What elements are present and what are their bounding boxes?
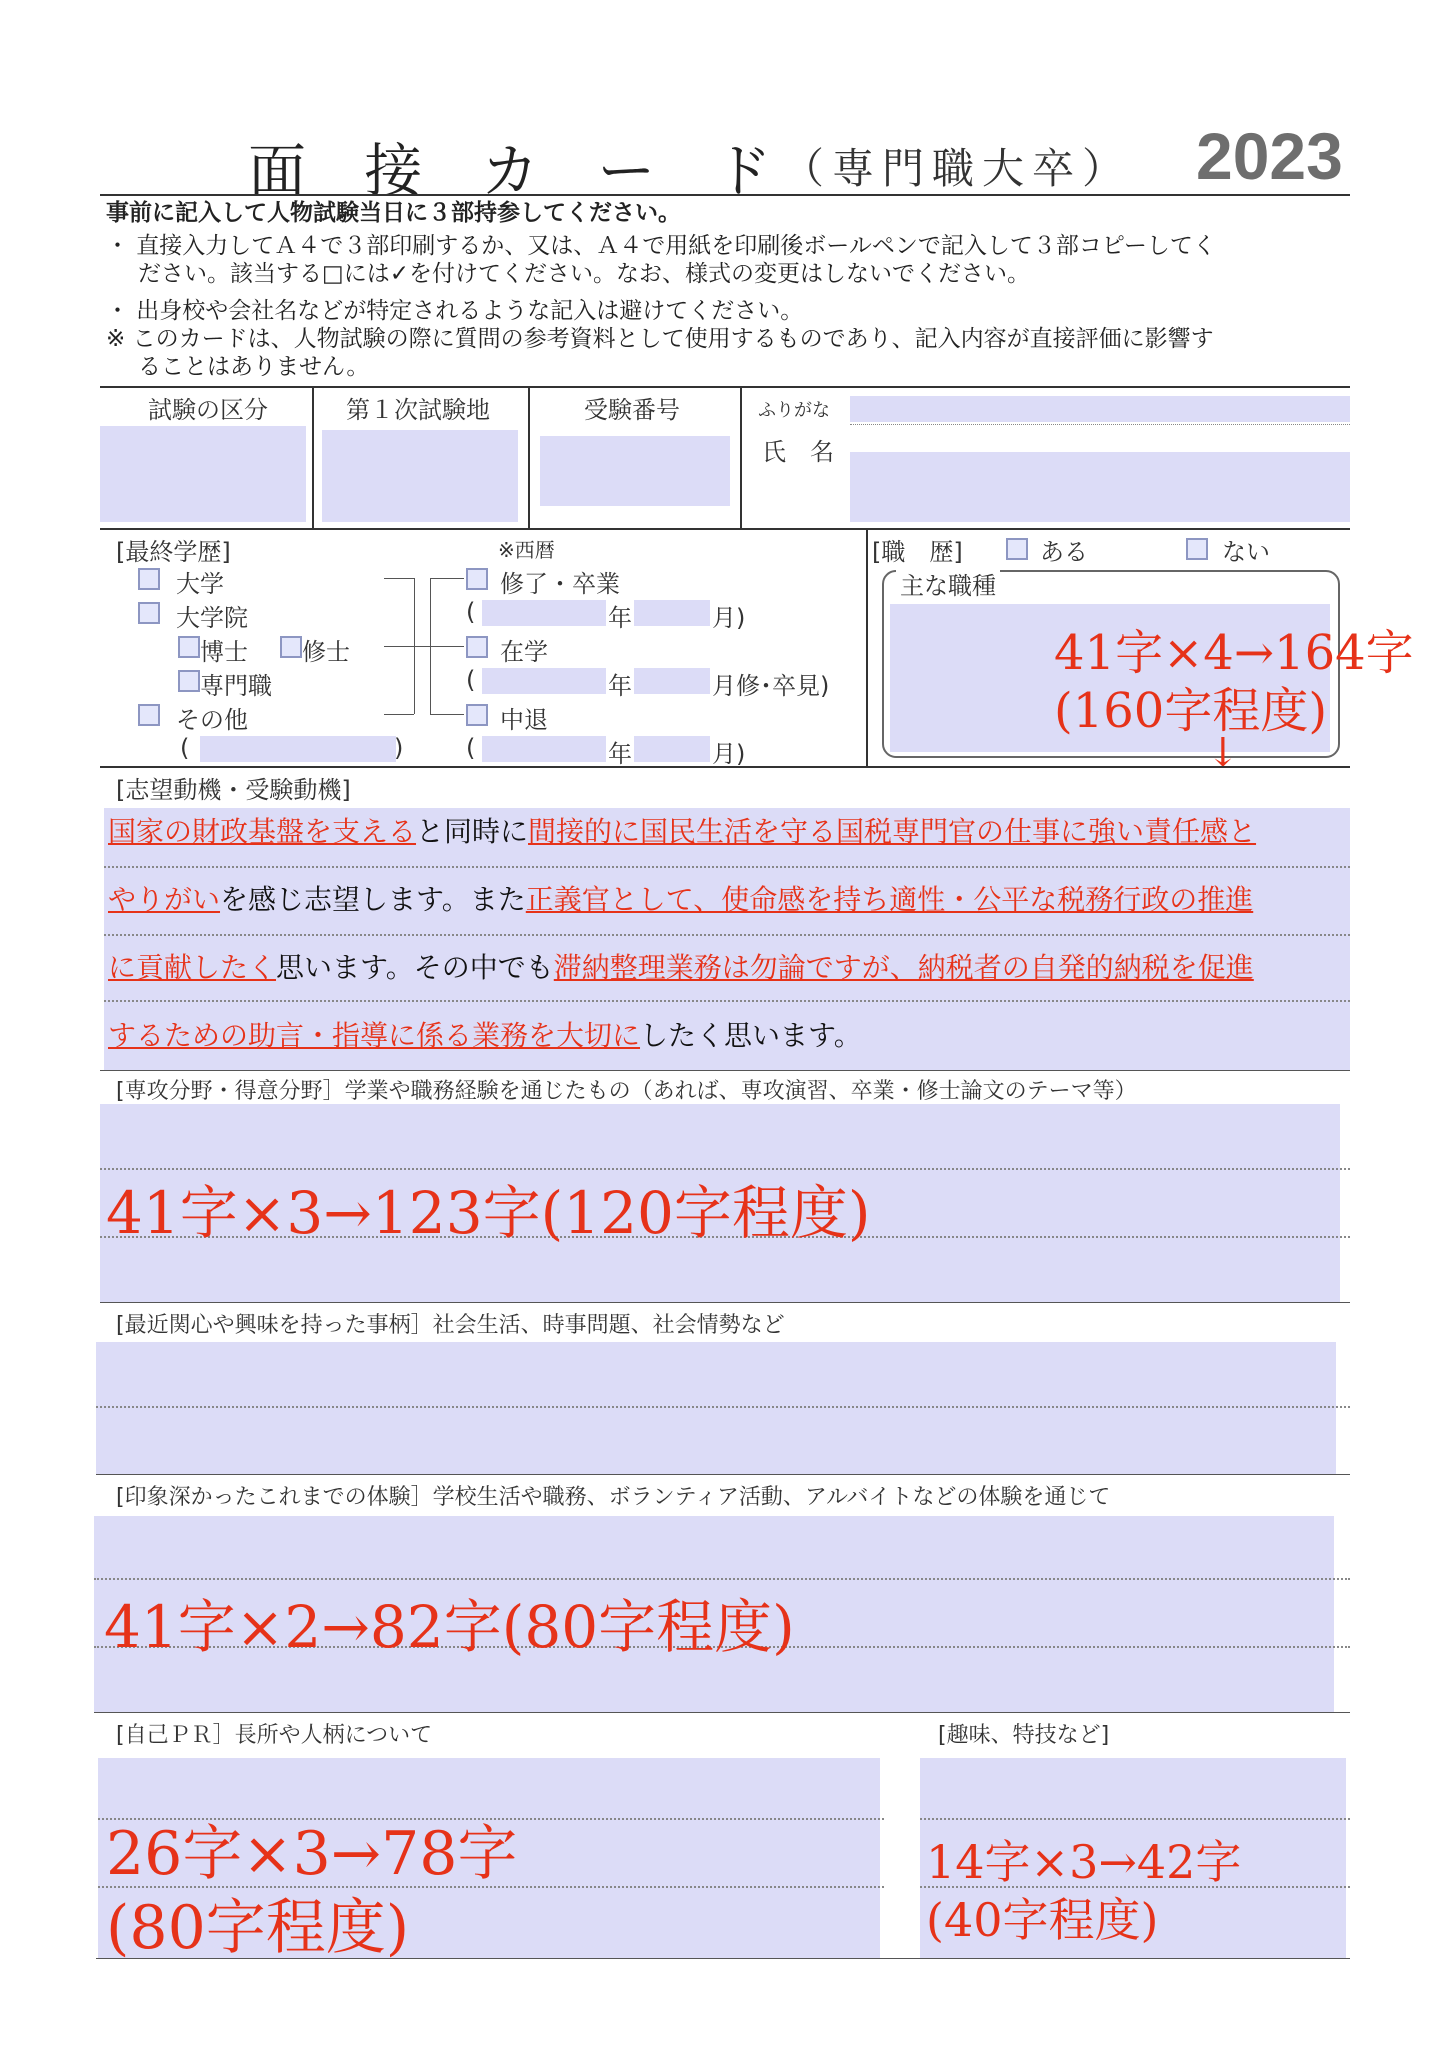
instruction-line-1: 事前に記入して人物試験当日に３部持参してください。	[106, 200, 681, 226]
exam-category-input[interactable]	[100, 426, 306, 522]
work-no-checkbox[interactable]	[1186, 538, 1208, 560]
dropped-year-unit: 年	[608, 740, 632, 768]
other-detail-input[interactable]	[200, 736, 396, 762]
enrolled-checkbox[interactable]	[466, 636, 488, 658]
main-job-label: 主な職種	[896, 566, 1000, 601]
enrolled-year-unit: 年	[608, 672, 632, 700]
top-table-divider	[528, 386, 530, 528]
motivation-heading: [志望動機・受験動機]	[116, 776, 351, 804]
form-title: 面 接 カ ー ド	[248, 137, 792, 205]
dropped-label: 中退	[500, 706, 548, 734]
motivation-text-line-4: するための助言・指導に係る業務を大切にしたく思います。	[108, 1019, 862, 1052]
master-label: 修士	[302, 638, 350, 666]
dropped-month-input[interactable]	[634, 736, 710, 762]
top-table-divider	[740, 386, 742, 528]
education-heading: [最終学歴]	[116, 538, 231, 566]
hobbies-heading: [趣味、特技など]	[938, 1723, 1110, 1748]
bracket-connector	[384, 578, 414, 579]
doctor-checkbox[interactable]	[178, 636, 200, 658]
top-table-divider	[312, 386, 314, 528]
self-pr-annotation-2: (80字程度)	[106, 1893, 410, 1963]
university-label: 大学	[176, 570, 224, 598]
doctor-label: 博士	[200, 638, 248, 666]
dropped-paren: (	[466, 734, 476, 762]
education-work-divider	[866, 528, 868, 766]
dropped-month-unit: 月)	[712, 740, 746, 768]
other-paren-open: (	[180, 734, 190, 762]
major-annotation: 41字×3→123字(120字程度)	[106, 1179, 871, 1247]
exam-category-label: 試験の区分	[148, 396, 268, 424]
interest-rule	[96, 1406, 1350, 1408]
motivation-rule	[104, 1000, 1350, 1002]
furigana-underline	[850, 424, 1350, 425]
motivation-text-line-1: 国家の財政基盤を支えると同時に間接的に国民生活を守る国税専門官の仕事に強い責任感と	[108, 815, 1257, 848]
bracket-connector	[430, 714, 464, 715]
enrolled-paren: (	[466, 666, 476, 694]
instruction-line-4b: ることはありません。	[138, 354, 370, 380]
bracket-connector	[430, 578, 431, 714]
form-subtitle: （専門職大卒）	[782, 144, 1133, 193]
form-bottom-rule	[96, 1958, 1350, 1959]
work-yes-checkbox[interactable]	[1006, 538, 1028, 560]
top-table-top-rule	[100, 386, 1350, 388]
interest-bottom-rule	[96, 1474, 1350, 1475]
enrolled-month-input[interactable]	[634, 668, 710, 694]
graduate-school-checkbox[interactable]	[138, 602, 160, 624]
experience-bottom-rule	[94, 1712, 1350, 1713]
experience-heading: [印象深かったこれまでの体験］学校生活や職務、ボランティア活動、アルバイトなどの体験を通じて	[116, 1485, 1111, 1510]
graduate-school-label: 大学院	[176, 604, 248, 632]
hobbies-annotation-2: (40字程度)	[926, 1893, 1159, 1947]
name-label: 氏 名	[762, 438, 834, 466]
motivation-rule	[104, 934, 1350, 936]
motivation-rule	[104, 866, 1350, 868]
first-exam-site-input[interactable]	[322, 430, 518, 522]
professional-checkbox[interactable]	[178, 670, 200, 692]
name-input[interactable]	[850, 452, 1350, 522]
bracket-connector	[430, 578, 464, 579]
instruction-line-3: ・ 出身校や会社名などが特定されるような記入は避けてください。	[106, 298, 804, 324]
completed-month-unit: 月)	[712, 604, 746, 632]
header-rule	[100, 194, 1350, 196]
top-table-bottom-rule	[100, 528, 1350, 530]
enrolled-month-unit: 月修･卒見)	[712, 672, 830, 700]
enrolled-year-input[interactable]	[482, 668, 606, 694]
bracket-connector	[384, 714, 414, 715]
self-pr-heading: [自己ＰＲ］長所や人柄について	[116, 1723, 433, 1748]
completed-year-input[interactable]	[482, 600, 606, 626]
bracket-connector	[384, 646, 464, 647]
interest-heading: [最近関心や興味を持った事柄］社会生活、時事問題、社会情勢など	[116, 1313, 785, 1338]
motivation-text-line-3: に貢献したく思います。その中でも滞納整理業務は勿論ですが、納税者の自発的納税を促進	[108, 951, 1254, 984]
education-bottom-rule	[100, 766, 1350, 768]
work-history-heading: [職 歴]	[872, 538, 963, 566]
down-arrow: ↓	[1206, 730, 1240, 776]
hobbies-annotation-1: 14字×3→42字	[926, 1835, 1242, 1889]
work-yes-label: ある	[1040, 538, 1088, 566]
first-exam-site-label: 第１次試験地	[346, 396, 490, 424]
furigana-input[interactable]	[850, 396, 1350, 422]
motivation-text-line-2: やりがいを感じ志望します。また正義官として、使命感を持ち適性・公平な税務行政の推進	[108, 883, 1254, 916]
western-calendar-note: ※西暦	[498, 538, 555, 562]
professional-label: 専門職	[200, 672, 272, 700]
self-pr-annotation-1: 26字×3→78字	[106, 1819, 518, 1889]
instruction-line-2a: ・ 直接入力してＡ４で３部印刷するか、又は、Ａ４で用紙を印刷後ボールペンで記入して３部コピーしてく	[106, 233, 1216, 259]
other-checkbox[interactable]	[138, 704, 160, 726]
instruction-line-4a: ※ このカードは、人物試験の際に質問の参考資料として使用するものであり、記入内容が直接評価に影響す	[106, 326, 1214, 352]
main-job-annotation-1: 41字×4→164字	[1054, 625, 1414, 681]
dropped-year-input[interactable]	[482, 736, 606, 762]
completed-paren: (	[466, 598, 476, 626]
form-year: 2023	[1196, 119, 1343, 193]
work-no-label: ない	[1222, 538, 1270, 566]
furigana-label: ふりがな	[758, 400, 830, 421]
exam-number-label: 受験番号	[584, 396, 680, 424]
dropped-checkbox[interactable]	[466, 704, 488, 726]
instruction-line-2b: ださい。該当する□には✓を付けてください。なお、様式の変更はしないでください。	[138, 261, 1031, 287]
completed-checkbox[interactable]	[466, 568, 488, 590]
master-checkbox[interactable]	[280, 636, 302, 658]
university-checkbox[interactable]	[138, 568, 160, 590]
hobbies-rule	[920, 1818, 1350, 1820]
other-label: その他	[176, 706, 248, 734]
completed-year-unit: 年	[608, 604, 632, 632]
completed-month-input[interactable]	[634, 600, 710, 626]
other-paren-close: )	[394, 734, 404, 762]
motivation-bottom-rule	[100, 1070, 1350, 1071]
exam-number-input[interactable]	[540, 436, 730, 506]
experience-annotation: 41字×2→82字(80字程度)	[104, 1593, 795, 1661]
completed-label: 修了・卒業	[500, 570, 620, 598]
major-bottom-rule	[100, 1302, 1350, 1303]
enrolled-label: 在学	[500, 638, 548, 666]
major-heading: [専攻分野・得意分野］学業や職務経験を通じたもの（あれば、専攻演習、卒業・修士論文のテーマ等）	[116, 1079, 1137, 1104]
main-job-annotation-2: (160字程度)	[1054, 683, 1328, 739]
interest-input[interactable]	[96, 1342, 1336, 1474]
